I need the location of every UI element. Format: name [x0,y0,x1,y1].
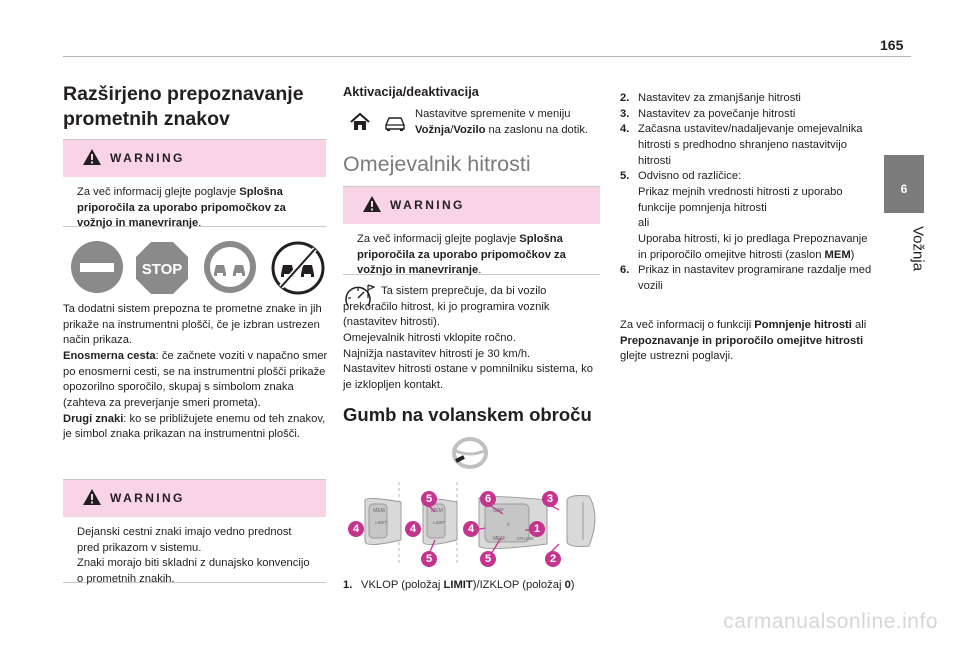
warning-header [343,187,600,224]
svg-text:0: 0 [507,522,510,527]
list-item-5: 5. Odvisno od različice: Prikaz mejnih vrednosti hitrosti z uporabo funkcije pomnjenja hitrosti ali Uporaba hitrosti, ki jo predlaga Prepoznavanje in priporočilo omejitve hitrosti (zaslon MEM) [620,170,868,261]
warning-header [63,140,326,177]
callout-4b: 4 [405,521,421,537]
warning-header [63,480,326,517]
warning-triangle-icon [82,148,102,166]
paragraph: Ta dodatni sistem prepozna te prometne znake in jih prikaže na instrumentni plošči, če je izbran ustrezen način prikaza. [63,303,322,347]
paragraph: Enosmerna cesta: če začnete voziti v napačno smer po enosmerni cesti, se na instrumentni plošči prikaže opozorilno sporočilo, skupaj s simbolom znaka (zahteva za preverjanje smeri prometa). [63,350,328,410]
traffic-signs-row [71,241,327,293]
list-item-3: 3. Nastavitev za povečanje hitrosti [620,107,796,120]
limiter-body-text: Ta sistem preprečuje, da bi vozilo prekoračilo hitrost, ki jo programira voznik (nastavitev hitrosti). [343,285,550,329]
warning-title: WARNING [110,491,185,505]
activation-heading: Aktivacija/deaktivacija [343,84,479,99]
more-info-text: Za več informacij o funkciji Pomnjenje hitrosti ali Prepoznavanje in priporočilo omejitve hitrosti glejte ustrezni poglavji. [620,319,867,363]
svg-text:MEM: MEM [493,536,505,542]
warning-text: Za več informacij glejte poglavje Splošna priporočila za uporabo pripomočkov za vožnjo in manevriranje. [77,186,286,230]
end-no-overtaking-sign-icon [271,241,325,295]
callout-5c: 5 [480,551,496,567]
watermark: carmanualsonline.info [723,610,938,633]
callout-4c: 4 [463,521,479,537]
warning-box-1 [63,139,326,230]
lever-end-illustration [567,496,595,547]
lever-illustration [365,498,401,544]
list-item-2: 2. Nastavitev za zmanjšanje hitrosti [620,92,801,104]
paragraph: Drugi znaki: ko se približujete enemu od teh znakov, je simbol znaka prikazan na instrumentni plošči. [63,412,326,441]
left-body-text [63,302,329,443]
svg-text:MEM: MEM [373,508,385,514]
no-overtaking-sign-icon [204,241,256,293]
no-entry-sign-icon [71,241,123,293]
svg-text:GAP: GAP [493,508,504,514]
limiter-body-text-2: Omejevalnik hitrosti vklopite ročno. Najnižja nastavitev hitrosti je 30 km/h. Nastavitev hitrosti ostane v pomnilniku sistema, ko je izklopljen kontakt. [343,332,593,392]
limiter-heading: Omejevalnik hitrosti [343,152,531,176]
list-item-4: 4. Začasna ustavitev/nadaljevanje omejevalnika hitrosti s predhodno shranjeno nastavitvijo hitrosti [620,123,863,167]
chapter-tab: 6 [884,155,924,213]
svg-text:MEM: MEM [431,508,443,514]
svg-text:LIMIT: LIMIT [433,520,445,525]
stop-sign-icon [135,241,189,295]
callout-1: 1 [529,521,545,537]
warning-title: WARNING [110,151,185,165]
stop-sign-text: STOP [141,261,183,278]
activation-text: Nastavitve spremenite v meniju Vožnja/Vozilo na zaslonu na dotik. [415,108,589,136]
warning-triangle-icon [362,195,382,213]
callout-2: 2 [545,551,561,567]
list-item-1: 1. VKLOP (položaj LIMIT)/IZKLOP (položaj 0) [343,579,575,591]
page-number: 165 [880,37,904,53]
right-list [620,91,878,295]
section-title: Razširjeno prepoznavanje prometnih znakov [63,83,304,131]
callout-3: 3 [542,491,558,507]
home-icon [349,112,371,132]
callout-5b: 5 [421,551,437,567]
warning-text: Za več informacij glejte poglavje Splošna priporočila za uporabo pripomočkov za vožnjo in manevriranje. [357,233,566,277]
warning-title: WARNING [390,198,465,212]
warning-triangle-icon [82,488,102,506]
steering-wheel-icon [451,437,489,471]
car-icon [383,114,407,132]
warning-box-3 [343,186,600,275]
callout-5a: 5 [421,491,437,507]
list-item-6: 6. Prikaz in nastavitev programirane razdalje med vozili [620,264,872,293]
svg-text:CRUISE: CRUISE [517,536,535,541]
steering-heading: Gumb na volanskem obroču [343,404,592,425]
chapter-label: Vožnja [909,226,927,272]
header-rule [63,56,911,57]
svg-text:LIMIT: LIMIT [375,520,387,525]
warning-text: Dejanski cestni znaki imajo vedno prednost pred prikazom v sistemu. Znaki morajo biti skladni z dunajsko konvencijo o prometnih znakih. [77,526,310,586]
callout-6: 6 [480,491,496,507]
warning-box-2 [63,479,326,586]
callout-4a: 4 [348,521,364,537]
